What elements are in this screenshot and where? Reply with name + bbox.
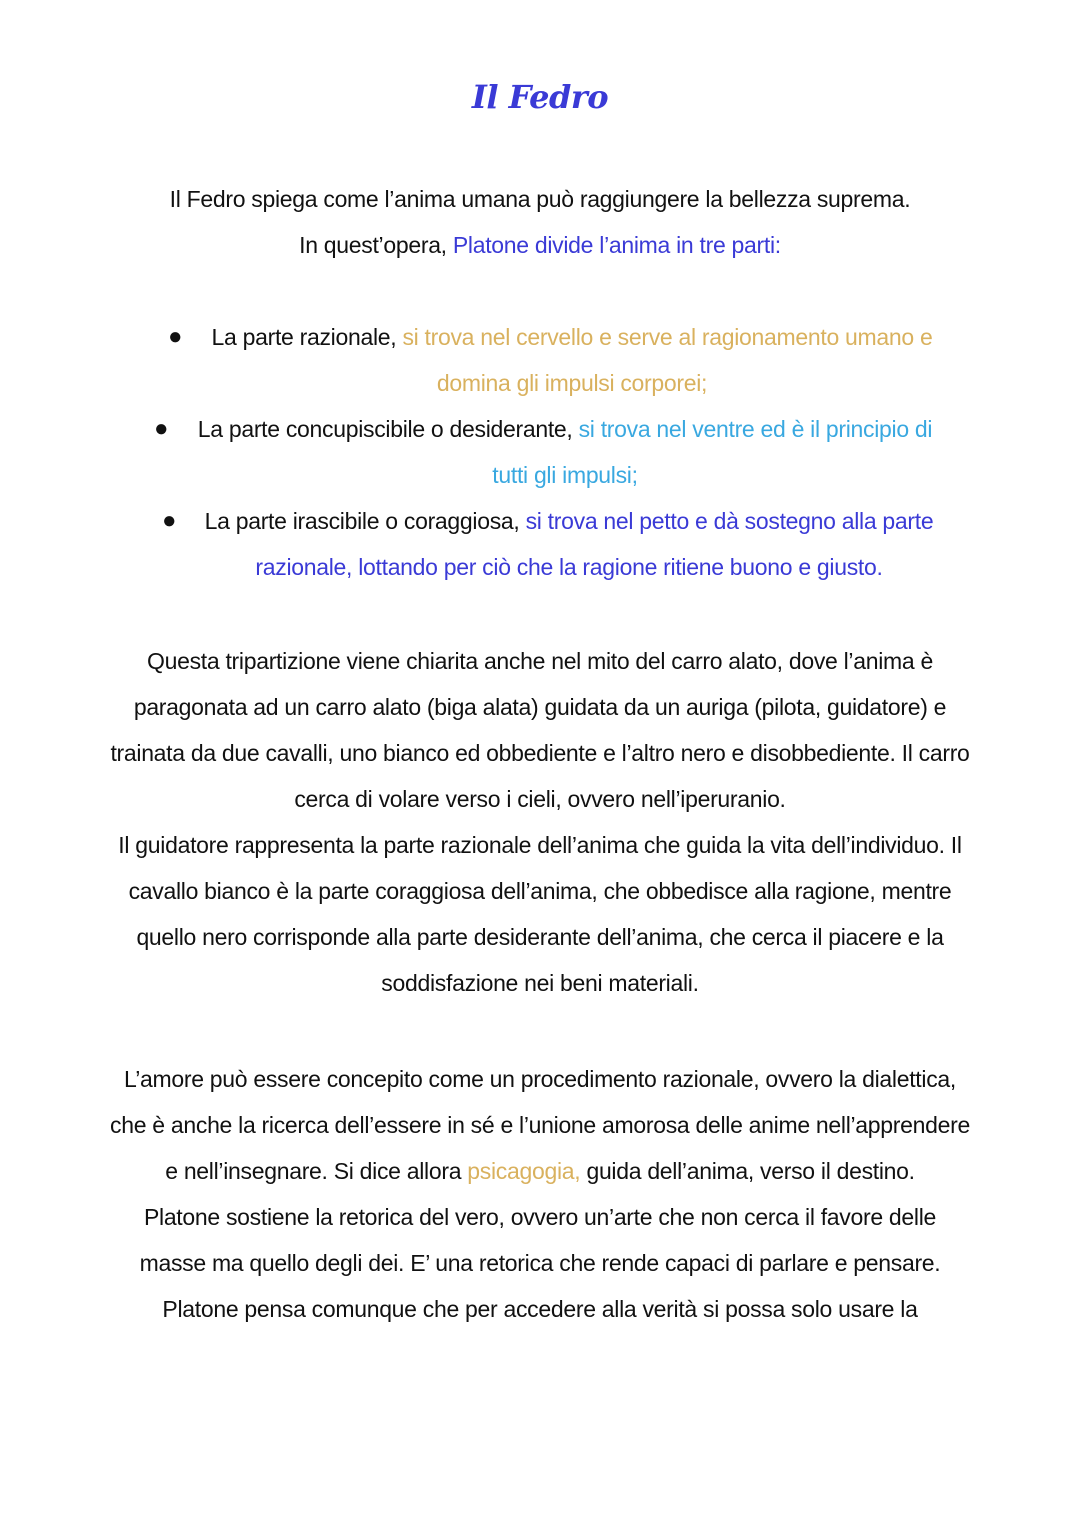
part-description: si trova nel petto e dà sostegno alla parte razionale, lottando per ciò che la ragione ritiene buono e giusto.	[255, 508, 934, 580]
list-item	[150, 498, 950, 590]
love-text-after: guida dell’anima, verso il destino.	[580, 1158, 915, 1184]
intro-line-2-highlight: Platone divide l’anima in tre parti:	[452, 232, 781, 258]
intro-line-1: Il Fedro spiega come l’anima umana può raggiungere la bellezza suprema.	[169, 186, 911, 212]
love-paragraph	[110, 1056, 970, 1332]
intro-paragraph	[110, 176, 970, 268]
list-item	[150, 406, 950, 498]
part-description: si trova nel ventre ed è il principio di tutti gli impulsi;	[492, 416, 933, 488]
bullet-icon: ●	[154, 415, 169, 442]
love-text-before: L’amore può essere concepito come un procedimento razionale, ovvero la dialettica, che è anche la ricerca dell’essere in sé e l’unione amorosa delle anime nell’apprendere e nell’insegnare. Si dice allora	[110, 1066, 970, 1184]
myth-paragraph	[110, 638, 970, 1006]
part-label: La parte irascibile o coraggiosa,	[204, 508, 526, 534]
bullet-icon: ●	[162, 507, 177, 534]
love-highlight: psicagogia,	[467, 1158, 581, 1184]
part-description: si trova nel cervello e serve al ragionamento umano e domina gli impulsi corporei;	[402, 324, 933, 396]
myth-text: Questa tripartizione viene chiarita anche nel mito del carro alato, dove l’anima è paragonata ad un carro alato (biga alata) guidata da un auriga (pilota, guidatore) e trainata da due cavalli, uno bianco ed obbediente e l’altro nero e disobbediente. Il carro cerca di volare verso i cieli, ovvero nell’iperuranio.	[110, 648, 970, 812]
rhetoric-text: Platone sostiene la retorica del vero, ovvero un’arte che non cerca il favore delle masse ma quello degli dei. E’ una retorica che rende capaci di parlare e pensare.	[139, 1204, 941, 1276]
intro-line-2-plain: In quest’opera,	[299, 232, 453, 258]
bullet-icon: ●	[168, 323, 183, 350]
conclusion-text: Platone pensa comunque che per accedere alla verità si possa solo usare la	[162, 1296, 918, 1322]
myth-explanation: Il guidatore rappresenta la parte razionale dell’anima che guida la vita dell’individuo. Il cavallo bianco è la parte coraggiosa dell’anima, che obbedisce alla ragione, mentre quello nero corrisponde alla parte desiderante dell’anima, che cerca il piacere e la soddisfazione nei beni materiali.	[118, 832, 962, 996]
list-item	[150, 314, 950, 406]
part-label: La parte concupiscibile o desiderante,	[197, 416, 579, 442]
soul-parts-list	[150, 314, 950, 590]
part-label: La parte razionale,	[211, 324, 403, 350]
page-title: Il Fedro	[471, 78, 609, 116]
